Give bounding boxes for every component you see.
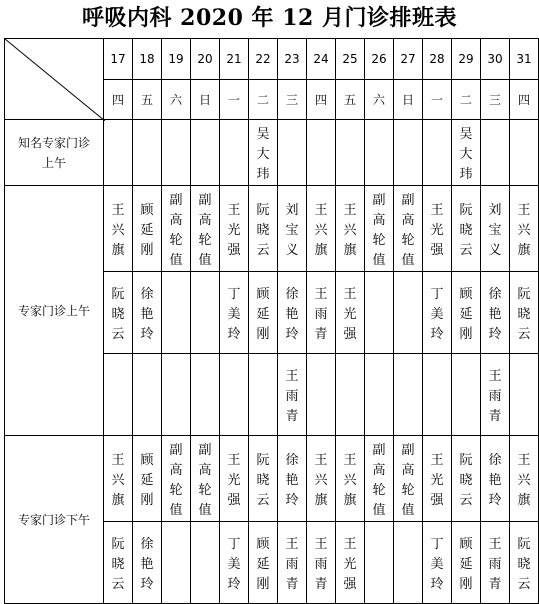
doctor-cell xyxy=(452,272,481,354)
doctor-name: 副高轮值 xyxy=(372,193,386,268)
doctor-name: 王光强 xyxy=(343,537,357,592)
doctor-cell xyxy=(307,120,336,186)
doctor-cell xyxy=(162,436,191,522)
date-cell: 27 xyxy=(394,39,423,80)
doctor-name: 王兴旗 xyxy=(517,203,531,258)
doctor-name: 阮晓云 xyxy=(111,537,125,592)
doctor-name: 副高轮值 xyxy=(169,193,183,268)
section-label-text: 专家门诊下午 xyxy=(17,512,90,527)
date-cell: 28 xyxy=(423,39,452,80)
doctor-cell xyxy=(249,522,278,604)
doctor-cell xyxy=(104,120,133,186)
table-corner xyxy=(5,39,104,120)
weekday-cell: 三 xyxy=(278,80,307,120)
date-cell: 30 xyxy=(481,39,510,80)
schedule-row xyxy=(5,436,539,522)
doctor-name: 丁美玲 xyxy=(430,537,444,592)
doctor-name: 副高轮值 xyxy=(198,193,212,268)
doctor-cell xyxy=(510,120,539,186)
doctor-name: 副高轮值 xyxy=(169,443,183,518)
doctor-name: 吴大玮 xyxy=(256,127,270,182)
doctor-cell xyxy=(133,522,162,604)
doctor-name: 王雨青 xyxy=(314,537,328,592)
doctor-cell xyxy=(510,186,539,272)
doctor-name: 王光强 xyxy=(227,453,241,508)
weekday-cell: 四 xyxy=(307,80,336,120)
doctor-cell xyxy=(249,436,278,522)
date-cell: 31 xyxy=(510,39,539,80)
doctor-cell xyxy=(423,186,452,272)
doctor-cell xyxy=(394,354,423,436)
doctor-cell xyxy=(336,436,365,522)
doctor-name: 阮晓云 xyxy=(517,537,531,592)
doctor-cell xyxy=(452,522,481,604)
doctor-name: 徐艳玲 xyxy=(285,287,299,342)
doctor-name: 顾延刚 xyxy=(256,537,270,592)
date-cell: 18 xyxy=(133,39,162,80)
doctor-name: 阮晓云 xyxy=(459,203,473,258)
doctor-cell xyxy=(278,186,307,272)
doctor-cell xyxy=(249,354,278,436)
doctor-cell xyxy=(104,186,133,272)
doctor-name: 王光强 xyxy=(430,453,444,508)
doctor-cell xyxy=(104,522,133,604)
doctor-cell xyxy=(162,522,191,604)
doctor-cell xyxy=(365,272,394,354)
doctor-cell xyxy=(481,272,510,354)
doctor-name: 阮晓云 xyxy=(517,287,531,342)
doctor-cell xyxy=(104,272,133,354)
doctor-cell xyxy=(220,120,249,186)
date-cell: 20 xyxy=(191,39,220,80)
doctor-cell xyxy=(133,354,162,436)
date-cell: 29 xyxy=(452,39,481,80)
date-cell: 21 xyxy=(220,39,249,80)
doctor-cell xyxy=(220,522,249,604)
doctor-cell xyxy=(510,522,539,604)
doctor-cell xyxy=(481,522,510,604)
doctor-cell xyxy=(394,186,423,272)
doctor-cell xyxy=(220,436,249,522)
weekday-cell: 二 xyxy=(452,80,481,120)
doctor-cell xyxy=(307,272,336,354)
doctor-cell xyxy=(481,436,510,522)
doctor-cell xyxy=(162,354,191,436)
doctor-name: 王兴旗 xyxy=(343,453,357,508)
doctor-cell xyxy=(336,186,365,272)
weekday-cell: 一 xyxy=(423,80,452,120)
doctor-cell xyxy=(423,272,452,354)
date-cell: 25 xyxy=(336,39,365,80)
doctor-cell xyxy=(278,354,307,436)
doctor-cell xyxy=(481,354,510,436)
doctor-name: 顾延刚 xyxy=(140,453,154,508)
date-cell: 19 xyxy=(162,39,191,80)
date-cell: 24 xyxy=(307,39,336,80)
section-label xyxy=(5,436,104,604)
doctor-cell xyxy=(191,186,220,272)
doctor-cell xyxy=(336,272,365,354)
doctor-name: 吴大玮 xyxy=(459,127,473,182)
doctor-name: 阮晓云 xyxy=(459,453,473,508)
doctor-cell xyxy=(510,272,539,354)
doctor-name: 丁美玲 xyxy=(430,287,444,342)
weekday-cell: 日 xyxy=(191,80,220,120)
doctor-cell xyxy=(365,522,394,604)
doctor-cell xyxy=(336,522,365,604)
doctor-cell xyxy=(481,120,510,186)
diagonal-divider xyxy=(5,39,105,121)
weekday-cell: 日 xyxy=(394,80,423,120)
section-label xyxy=(5,120,104,186)
doctor-cell xyxy=(452,436,481,522)
doctor-cell xyxy=(307,354,336,436)
doctor-cell xyxy=(452,354,481,436)
doctor-name: 王雨青 xyxy=(285,537,299,592)
doctor-cell xyxy=(278,120,307,186)
doctor-cell xyxy=(307,522,336,604)
doctor-name: 顾延刚 xyxy=(140,203,154,258)
doctor-name: 王兴旗 xyxy=(314,203,328,258)
doctor-cell xyxy=(191,436,220,522)
doctor-name: 徐艳玲 xyxy=(285,453,299,508)
doctor-cell xyxy=(394,272,423,354)
doctor-name: 王兴旗 xyxy=(111,203,125,258)
doctor-name: 徐艳玲 xyxy=(488,453,502,508)
schedule-table xyxy=(4,38,539,604)
doctor-name: 王雨青 xyxy=(488,537,502,592)
weekday-cell: 二 xyxy=(249,80,278,120)
doctor-cell xyxy=(365,354,394,436)
doctor-name: 王兴旗 xyxy=(314,453,328,508)
doctor-name: 王雨青 xyxy=(285,369,299,424)
doctor-cell xyxy=(307,436,336,522)
page-title: 呼吸内科 2020 年 12 月门诊排班表 xyxy=(82,5,457,31)
doctor-name: 副高轮值 xyxy=(372,443,386,518)
weekday-cell: 五 xyxy=(133,80,162,120)
date-cell: 26 xyxy=(365,39,394,80)
doctor-cell xyxy=(423,522,452,604)
doctor-name: 徐艳玲 xyxy=(140,537,154,592)
date-cell: 22 xyxy=(249,39,278,80)
weekday-cell: 四 xyxy=(510,80,539,120)
doctor-name: 王光强 xyxy=(343,287,357,342)
doctor-cell xyxy=(162,120,191,186)
doctor-name: 丁美玲 xyxy=(227,287,241,342)
doctor-cell xyxy=(423,354,452,436)
doctor-cell xyxy=(104,436,133,522)
section-label xyxy=(5,186,104,436)
weekday-cell: 一 xyxy=(220,80,249,120)
doctor-cell xyxy=(307,186,336,272)
doctor-cell xyxy=(220,186,249,272)
doctor-name: 阮晓云 xyxy=(111,287,125,342)
schedule-row xyxy=(5,186,539,272)
doctor-name: 刘宝义 xyxy=(488,203,502,258)
doctor-cell xyxy=(394,120,423,186)
doctor-name: 顾延刚 xyxy=(459,287,473,342)
doctor-cell xyxy=(423,120,452,186)
doctor-cell xyxy=(220,354,249,436)
doctor-name: 徐艳玲 xyxy=(140,287,154,342)
schedule-row xyxy=(5,120,539,186)
doctor-cell xyxy=(394,522,423,604)
doctor-name: 副高轮值 xyxy=(401,443,415,518)
doctor-name: 徐艳玲 xyxy=(488,287,502,342)
date-cell: 17 xyxy=(104,39,133,80)
doctor-cell xyxy=(133,186,162,272)
doctor-cell xyxy=(365,120,394,186)
doctor-cell xyxy=(249,120,278,186)
doctor-name: 刘宝义 xyxy=(285,203,299,258)
date-cell: 23 xyxy=(278,39,307,80)
date-row xyxy=(5,39,539,80)
doctor-cell xyxy=(249,186,278,272)
doctor-cell xyxy=(365,186,394,272)
doctor-cell xyxy=(133,436,162,522)
doctor-name: 阮晓云 xyxy=(256,453,270,508)
doctor-cell xyxy=(191,272,220,354)
doctor-name: 顾延刚 xyxy=(256,287,270,342)
doctor-name: 王兴旗 xyxy=(343,203,357,258)
doctor-cell xyxy=(133,272,162,354)
doctor-name: 阮晓云 xyxy=(256,203,270,258)
doctor-name: 王兴旗 xyxy=(517,453,531,508)
doctor-cell xyxy=(133,120,162,186)
weekday-cell: 五 xyxy=(336,80,365,120)
doctor-cell xyxy=(249,272,278,354)
section-label-text: 专家门诊上午 xyxy=(17,303,90,318)
doctor-cell xyxy=(452,120,481,186)
doctor-name: 王雨青 xyxy=(488,369,502,424)
doctor-cell xyxy=(423,436,452,522)
doctor-name: 王光强 xyxy=(430,203,444,258)
doctor-cell xyxy=(162,186,191,272)
doctor-name: 顾延刚 xyxy=(459,537,473,592)
weekday-cell: 六 xyxy=(162,80,191,120)
doctor-cell xyxy=(336,354,365,436)
doctor-cell xyxy=(220,272,249,354)
doctor-cell xyxy=(104,354,133,436)
weekday-cell: 三 xyxy=(481,80,510,120)
doctor-cell xyxy=(191,354,220,436)
doctor-name: 王兴旗 xyxy=(111,453,125,508)
doctor-cell xyxy=(278,522,307,604)
weekday-cell: 四 xyxy=(104,80,133,120)
doctor-cell xyxy=(278,272,307,354)
doctor-cell xyxy=(336,120,365,186)
doctor-cell xyxy=(365,436,394,522)
doctor-name: 副高轮值 xyxy=(198,443,212,518)
doctor-name: 丁美玲 xyxy=(227,537,241,592)
weekday-cell: 六 xyxy=(365,80,394,120)
section-label-text: 知名专家门诊上午 xyxy=(17,135,90,170)
doctor-name: 王雨青 xyxy=(314,287,328,342)
doctor-cell xyxy=(278,436,307,522)
doctor-cell xyxy=(510,436,539,522)
doctor-name: 副高轮值 xyxy=(401,193,415,268)
doctor-name: 王光强 xyxy=(227,203,241,258)
doctor-cell xyxy=(162,272,191,354)
doctor-cell xyxy=(394,436,423,522)
doctor-cell xyxy=(191,120,220,186)
doctor-cell xyxy=(510,354,539,436)
doctor-cell xyxy=(191,522,220,604)
doctor-cell xyxy=(481,186,510,272)
doctor-cell xyxy=(452,186,481,272)
